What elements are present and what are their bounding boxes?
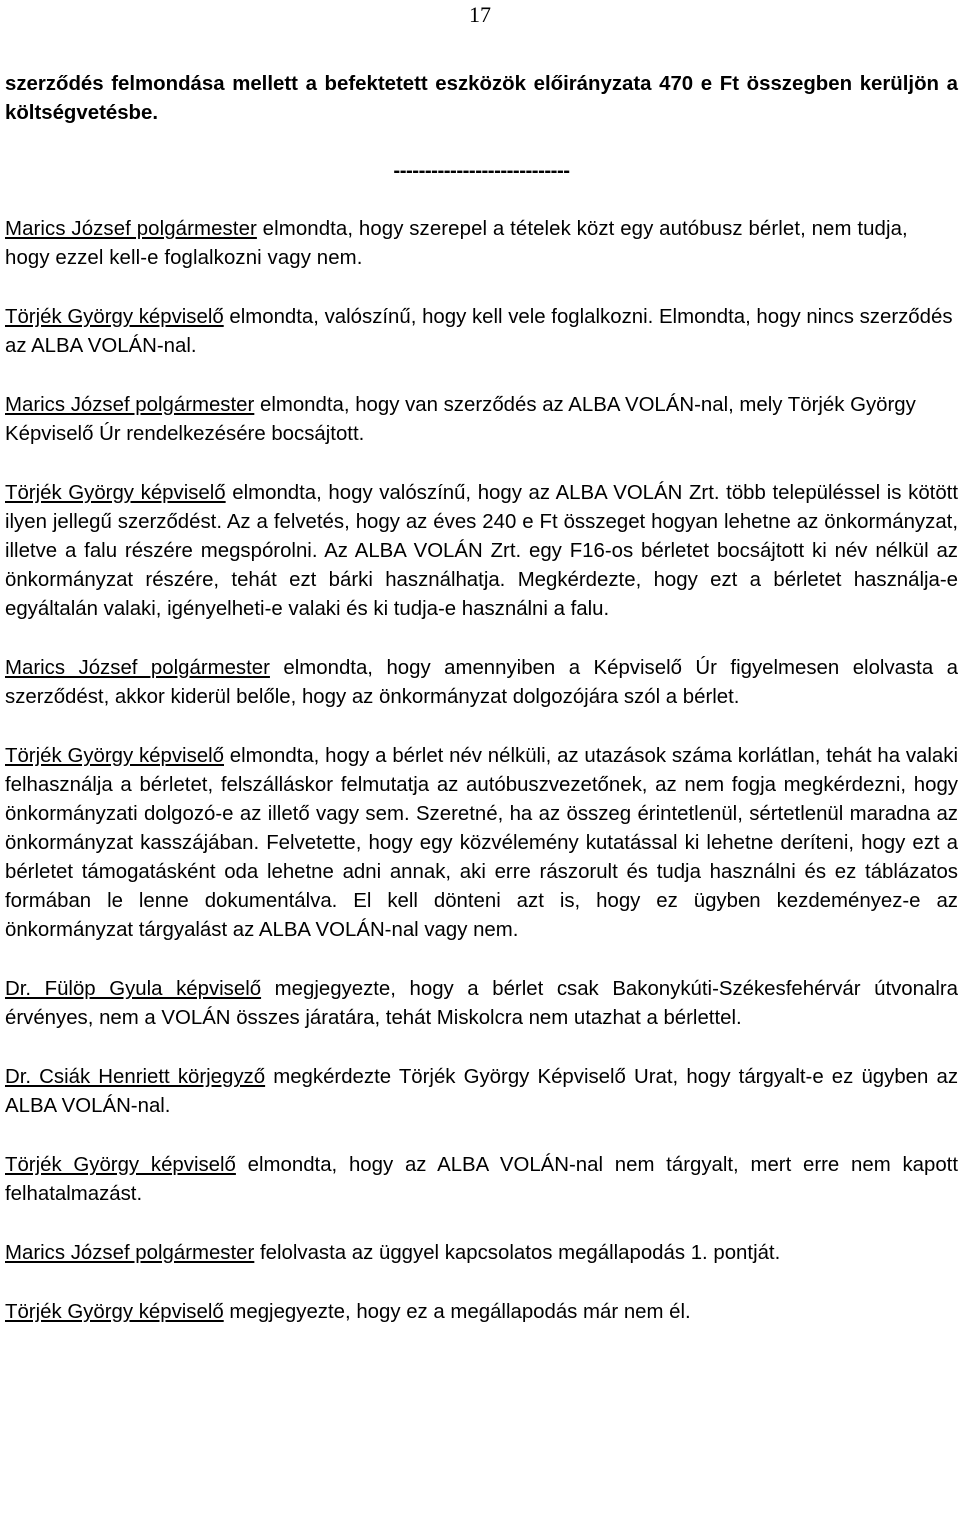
paragraph-text: felolvasta az üggyel kapcsolatos megállapodás 1. pontját. [254,1242,781,1264]
paragraph-text: elmondta, hogy az ALBA VOLÁN-nal nem tárgyalt, mert erre nem kapott felhatalmazást. [5,1154,958,1205]
speaker-name: Törjék György képviselő [5,482,226,504]
paragraph-text: elmondta, valószínű, hogy kell vele foglalkozni. Elmondta, hogy nincs szerződés az ALBA VOLÁN-nal. [5,306,953,357]
intro-paragraph: szerződés felmondása mellett a befektetett eszközök előirányzata 470 e Ft összegben kerüljön a költségvetésbe. [5,73,958,124]
speaker-name: Törjék György képviselő [5,306,224,328]
paragraph-9 [5,1151,958,1209]
paragraph-text: elmondta, hogy van szerződés az ALBA VOLÁN-nal, mely Törjék György Képviselő Úr rendelkezésére bocsájtott. [5,394,916,445]
paragraph-2 [5,303,958,361]
speaker-name: Törjék György képviselő [5,1154,236,1176]
speaker-name: Marics József polgármester [5,657,270,679]
page-number: 17 [469,2,491,27]
speaker-name: Marics József polgármester [5,394,255,416]
paragraph-text: elmondta, hogy amennyiben a Képviselő Úr figyelmesen elolvasta a szerződést, akkor kiderül belőle, hogy az önkormányzat dolgozójára szól a bérlet. [5,657,958,708]
paragraph-text: megjegyezte, hogy ez a megállapodás már nem él. [223,1301,691,1323]
paragraph-text: elmondta, hogy valószínű, hogy az ALBA VOLÁN Zrt. több településsel is kötött ilyen jellegű szerződést. Az a felvetés, hogy az éves 240 e Ft összeget hogyan lehetne az önkormányzat, illetve a falu részére megspórolni. Az ALBA VOLÁN Zrt. egy F16-os bérletet bocsájtott ki név nélkül az önkormányzat részére, tehát ezt bárki használhatja. Megkérdezte, hogy ezt a bérletet használja-e egyáltalán valaki, igényelheti-e valaki és ki tudja-e használni a falu. [5,482,959,620]
paragraph-5 [5,654,958,712]
speaker-name: Dr. Fülöp Gyula képviselő [5,978,262,1000]
paragraph-10 [5,1239,958,1268]
speaker-name: Törjék György képviselő [5,1301,224,1323]
speaker-name: Törjék György képviselő [5,745,224,767]
paragraph-text: elmondta, hogy szerepel a tételek közt egy autóbusz bérlet, nem tudja, hogy ezzel kell-e foglalkozni vagy nem. [5,218,908,269]
paragraph-4 [5,479,958,624]
paragraph-6 [5,742,958,945]
paragraph-text: elmondta, hogy a bérlet név nélküli, az utazások száma korlátlan, tehát ha valaki felhasználja a bérletet, felszálláskor felmutatja az autóbuszvezetőnek, az nem fogja megkérdezni, hogy önkormányzati dolgozó-e az illető vagy sem. Szeretné, ha az összeg érintetlenül, sértetlenül maradna az önkormányzat kasszájában. Felvetette, hogy egy közvélemény kutatással ki lehetne deríteni, hogy ezt a bérletet támogatásként oda lehetne adni annak, aki erre rászorult és tudja használni és ez táblázatos formában le lenne dokumentálva. El kell dönteni azt is, hogy ez ügyben kezdeményez-e az önkormányzat tárgyalást az ALBA VOLÁN-nal vagy nem. [5,745,958,941]
speaker-name: Marics József polgármester [5,1242,255,1264]
paragraph-1 [5,215,958,273]
paragraph-11 [5,1298,958,1327]
paragraph-text: megkérdezte Törjék György Képviselő Urat, hogy tárgyalt-e ez ügyben az ALBA VOLÁN-nal. [5,1066,959,1117]
paragraph-text: megjegyezte, hogy a bérlet csak Bakonykúti-Székesfehérvár útvonalra érvényes, nem a VOLÁN összes járatára, tehát Miskolcra nem utazhat a bérlettel. [5,978,958,1029]
document-body [5,70,958,1327]
paragraph-8 [5,1063,958,1121]
speaker-name: Dr. Csiák Henriett körjegyző [5,1066,266,1088]
paragraph-3 [5,391,958,449]
speaker-name: Marics József polgármester [5,218,257,240]
paragraph-7 [5,975,958,1033]
separator-line: ---------------------------- [393,160,570,182]
